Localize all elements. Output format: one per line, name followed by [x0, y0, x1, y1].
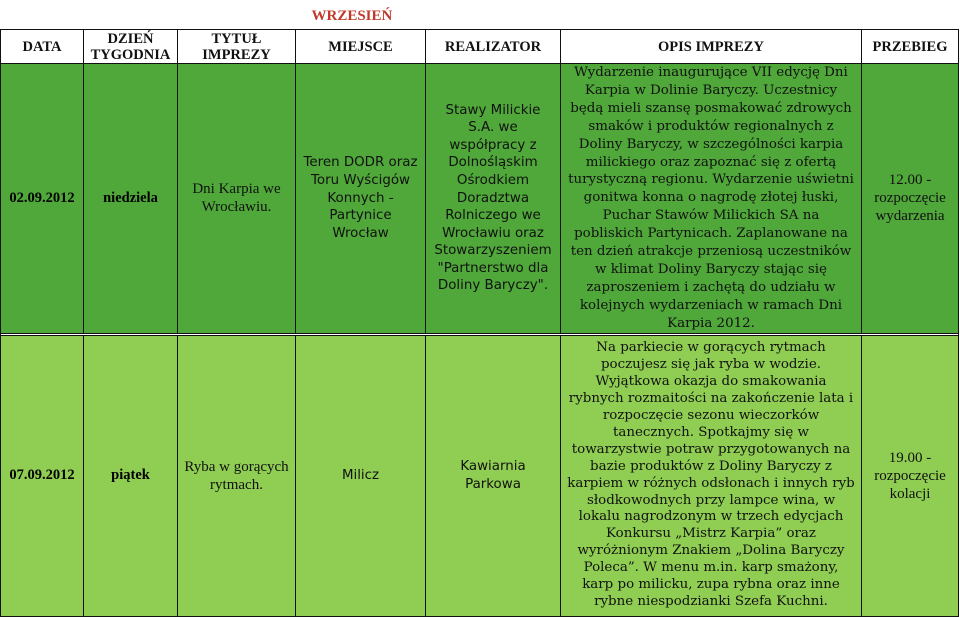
event-description: Na parkiecie w gorących rytmach poczujesz się jak ryba w wodzie. Wyjątkowa okazja do smakowania rybnych rozmaitości na zakończenie lata i rozpoczęcie sezonu wieczorków tanecznych. Spotkajmy się w towarzystwie potraw przygotowanych na bazie produktów z Doliny Baryczy z karpiem w różnych odsłonach i innych ryb słodkowodnych przy lampce wina, w lokalu nagrodzonym w trzech edycjach Konkursu „Mistrz Karpia” oraz wyróżnionym Znakiem „Dolina Baryczy Poleca”. W menu m.in. karp smażony, karp po milicku, zupa rybna oraz inne rybne niespodzianki Szefa Kuchni. — [561, 335, 862, 616]
event-place: Milicz — [296, 335, 426, 616]
header-organizer: REALIZATOR — [426, 30, 561, 64]
event-organizer: Stawy Milickie S.A. we współpracy z Dolnośląskim Ośrodkiem Doradztwa Rolniczego we Wrocławiu oraz Stowarzyszeniem "Partnerstwo dla Doliny Baryczy". — [426, 64, 561, 334]
header-place: MIEJSCE — [296, 30, 426, 64]
header-title: TYTUŁ IMPREZY — [178, 30, 296, 64]
event-date: 07.09.2012 — [1, 335, 84, 616]
event-description: Wydarzenie inaugurujące VII edycję Dni Karpia w Dolinie Baryczy. Uczestnicy będą mieli szansę posmakować zdrowych smaków i produktów regionalnych z Doliny Baryczy, w szczególności karpia milickiego oraz zapoznać się z ofertą turystyczną regionu. Wydarzenie uświetni gonitwa konna o nagrodę złotej łuski, Puchar Stawów Milickich SA na pobliskich Partynicach. Zaplanowane na ten dzień atrakcje przeniosą uczestników w klimat Doliny Baryczy stając się zaproszeniem i zachętą do udziału w kolejnych wydarzeniach w ramach Dni Karpia 2012. — [561, 64, 862, 334]
event-weekday: piątek — [84, 335, 178, 616]
header-description: OPIS IMPREZY — [561, 30, 862, 64]
header-weekday: DZIEŃ TYGODNIA — [84, 30, 178, 64]
event-schedule: 19.00 - rozpoczęcie kolacji — [862, 335, 959, 616]
event-title: Dni Karpia we Wrocławiu. — [178, 64, 296, 334]
header-schedule: PRZEBIEG — [862, 30, 959, 64]
header-date: DATA — [1, 30, 84, 64]
month-title: WRZESIEŃ — [311, 7, 393, 24]
event-place: Teren DODR oraz Toru Wyścigów Konnych - Partynice Wrocław — [296, 64, 426, 334]
event-weekday: niedziela — [84, 64, 178, 334]
event-row — [1, 335, 959, 616]
event-row — [1, 64, 959, 334]
event-date: 02.09.2012 — [1, 64, 84, 334]
event-organizer: Kawiarnia Parkowa — [426, 335, 561, 616]
event-title: Ryba w gorących rytmach. — [178, 335, 296, 616]
event-schedule: 12.00 - rozpoczęcie wydarzenia — [862, 64, 959, 334]
